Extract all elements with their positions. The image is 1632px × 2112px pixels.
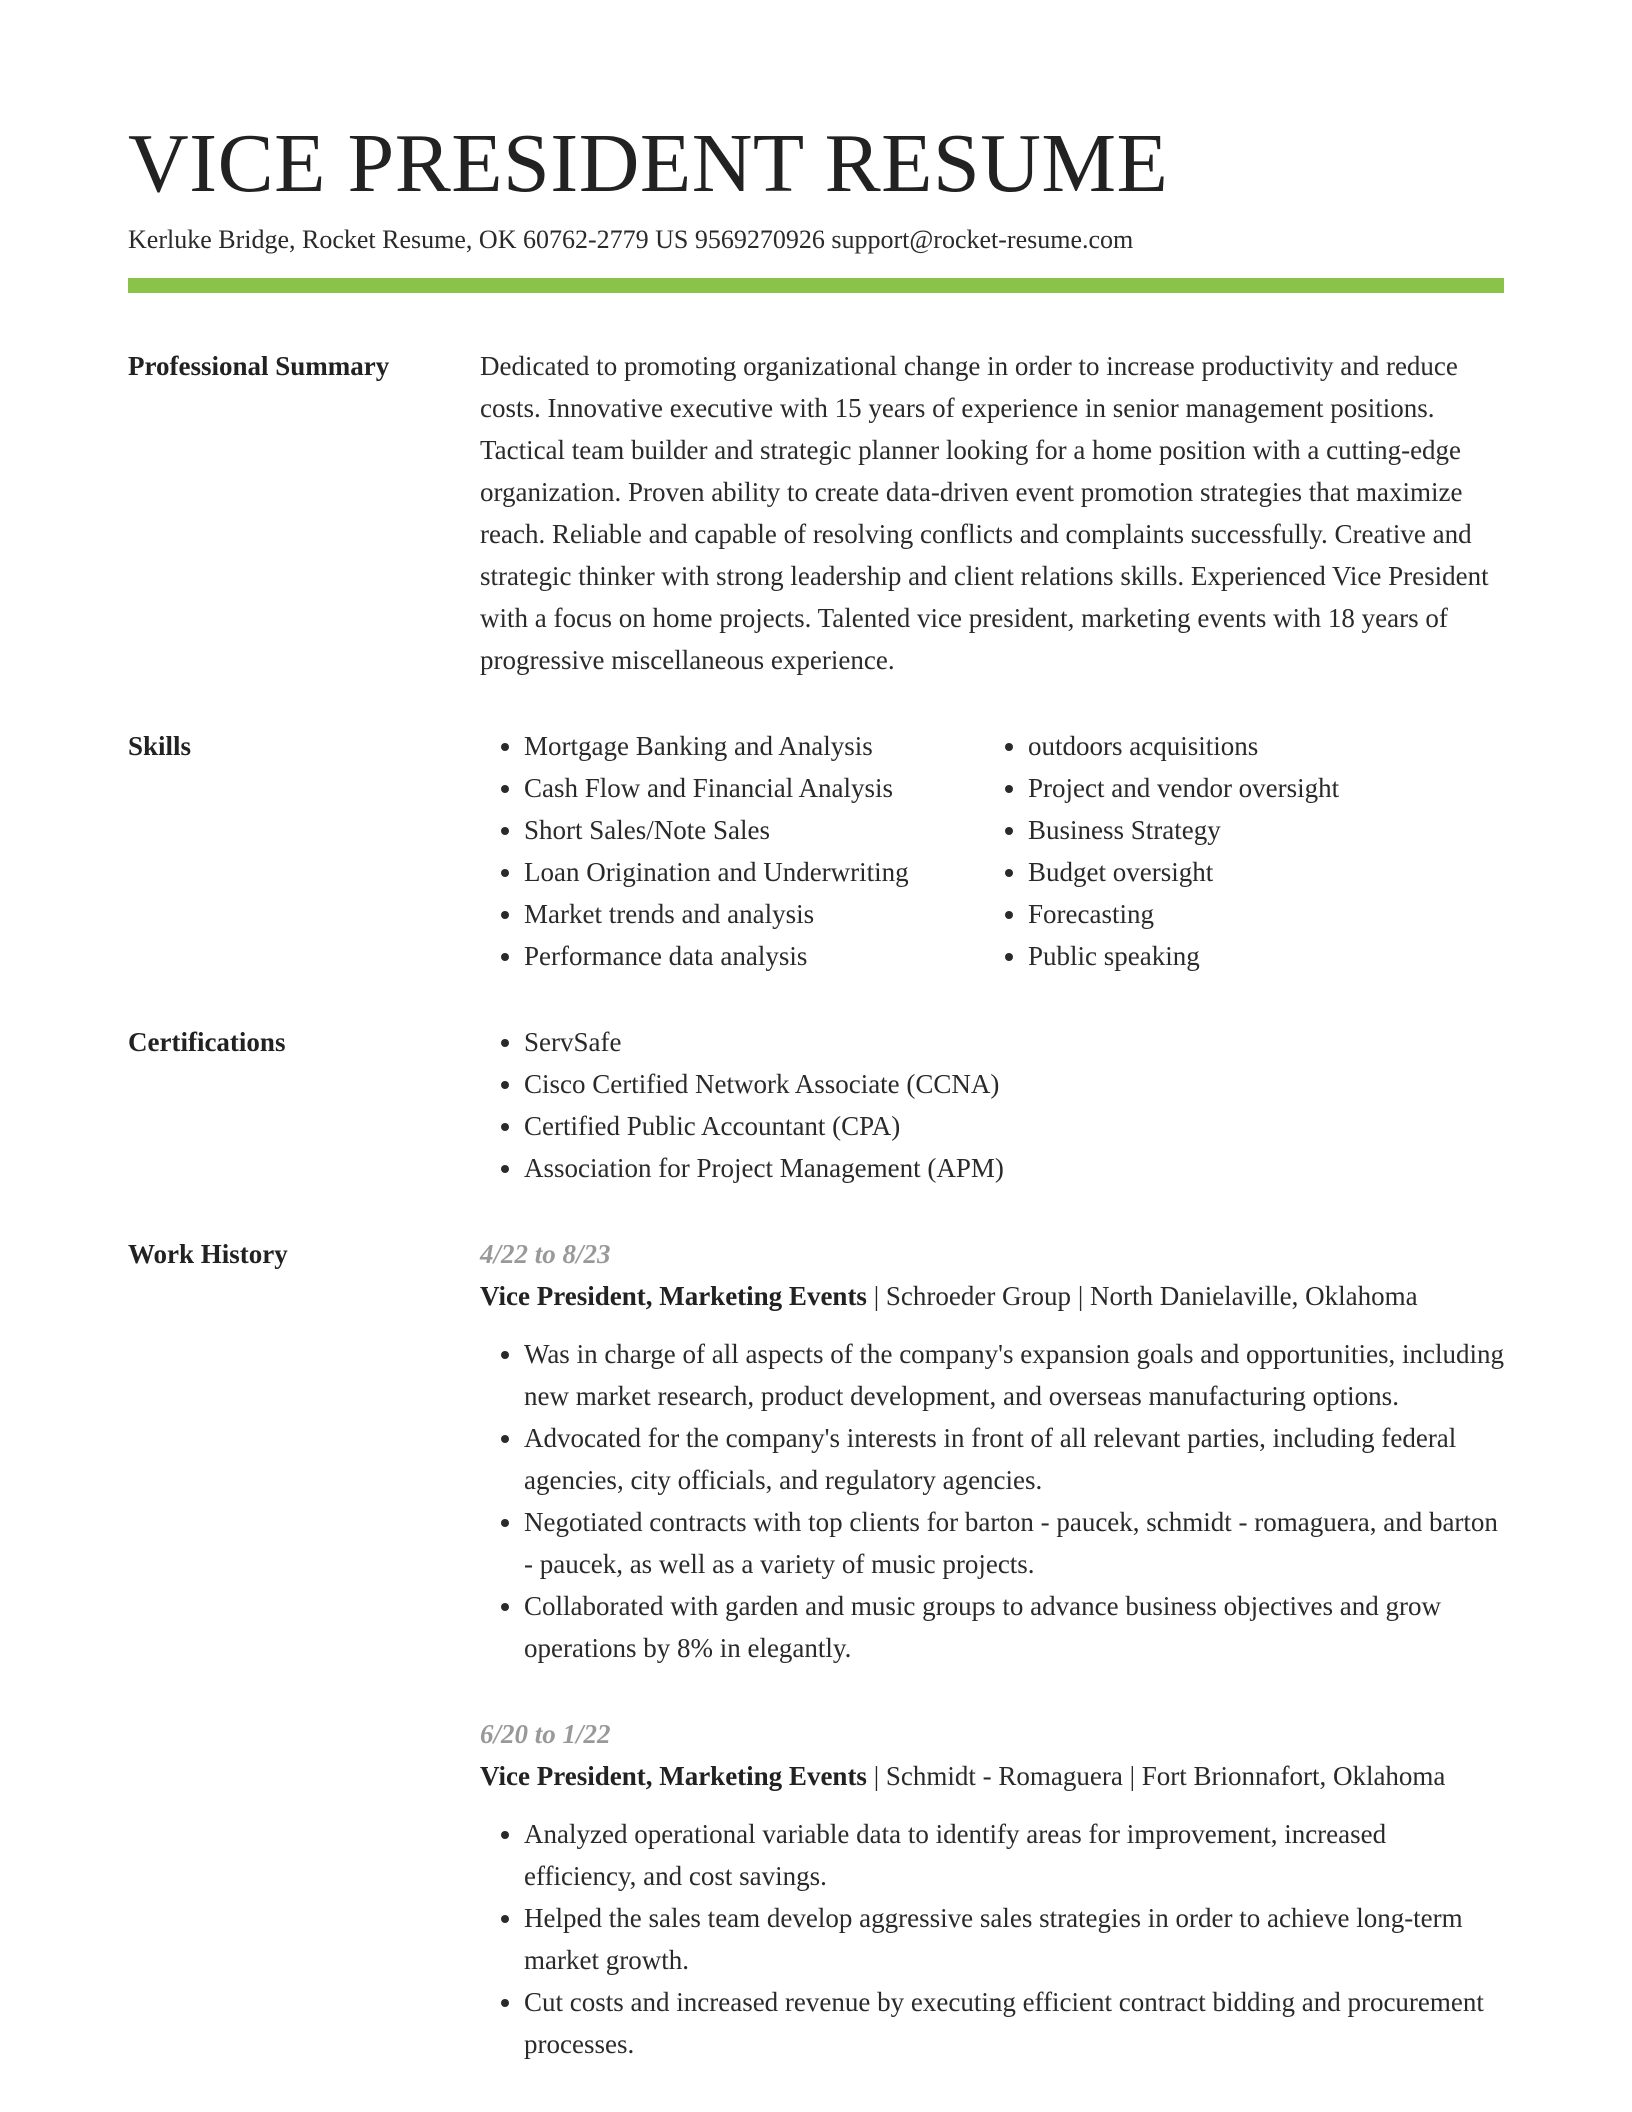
- accent-divider: [128, 278, 1504, 293]
- job-entry: [480, 1233, 1504, 1669]
- certification-item: • Certified Public Accountant (CPA): [524, 1105, 1504, 1147]
- job-dates: 4/22 to 8/23: [480, 1239, 611, 1270]
- skills-section: [128, 725, 1504, 977]
- job-location: North Danielaville, Oklahoma: [1089, 1281, 1418, 1312]
- skill-item: • Public speaking: [1028, 935, 1339, 977]
- skill-item: • Market trends and analysis: [524, 893, 984, 935]
- skill-item: • Project and vendor oversight: [1028, 767, 1339, 809]
- job-heading: [480, 1755, 1504, 1797]
- summary-heading: Professional Summary: [128, 351, 390, 382]
- skills-body: [480, 725, 1504, 977]
- contact-info: Kerluke Bridge, Rocket Resume, OK 60762-2779 US 9569270926 support@rocket-resume.com: [128, 225, 1134, 255]
- certification-item: • Cisco Certified Network Associate (CCNA): [524, 1063, 1504, 1105]
- skills-heading: Skills: [128, 731, 192, 762]
- job-bullet: • Was in charge of all aspects of the company's expansion goals and opportunities, including new market research, product development, and overseas manufacturing options.: [524, 1333, 1504, 1417]
- job-bullet: • Cut costs and increased revenue by executing efficient contract bidding and procurement processes.: [524, 1981, 1504, 2065]
- skill-item: • Performance data analysis: [524, 935, 984, 977]
- job-bullet: • Analyzed operational variable data to identify areas for improvement, increased efficiency, and cost savings.: [524, 1813, 1504, 1897]
- summary-text: Dedicated to promoting organizational change in order to increase productivity and reduce costs. Innovative executive with 15 years of experience in senior management positions. Tactical team builder and strategic planner looking for a home position with a cutting-edge organization. Proven ability to create data-driven event promotion strategies that maximize reach. Reliable and capable of resolving conflicts and complaints successfully. Creative and strategic thinker with strong leadership and client relations skills. Experienced Vice President with a focus on home projects. Talented vice president, marketing events with 18 years of progressive miscellaneous experience.: [480, 351, 1489, 676]
- job-company: Schmidt - Romaguera: [885, 1761, 1123, 1792]
- work-history-section: [128, 1233, 1504, 2109]
- separator: |: [1122, 1761, 1142, 1792]
- summary-body: [480, 345, 1504, 681]
- skill-item: • Business Strategy: [1028, 809, 1339, 851]
- skill-item: • Mortgage Banking and Analysis: [524, 725, 984, 767]
- certification-item: • Association for Project Management (APM): [524, 1147, 1504, 1189]
- resume-page: [128, 0, 1504, 2109]
- certifications-list: [480, 1021, 1504, 1189]
- job-dates: 6/20 to 1/22: [480, 1719, 611, 1750]
- job-title: Vice President, Marketing Events: [480, 1281, 867, 1312]
- job-company: Schroeder Group: [885, 1281, 1072, 1312]
- skill-item: • Short Sales/Note Sales: [524, 809, 984, 851]
- skill-item: • Loan Origination and Underwriting: [524, 851, 984, 893]
- skill-item: • outdoors acquisitions: [1028, 725, 1339, 767]
- job-location: Fort Brionnafort, Oklahoma: [1141, 1761, 1446, 1792]
- skill-item: • Cash Flow and Financial Analysis: [524, 767, 984, 809]
- job-title: Vice President, Marketing Events: [480, 1761, 867, 1792]
- skill-item: • Forecasting: [1028, 893, 1339, 935]
- certifications-heading: Certifications: [128, 1027, 286, 1058]
- job-bullets: [480, 1813, 1504, 2065]
- summary-section: [128, 345, 1504, 681]
- certifications-section: [128, 1021, 1504, 1189]
- skills-list-column-1: [480, 725, 984, 977]
- separator: |: [866, 1761, 886, 1792]
- certification-item: • ServSafe: [524, 1021, 1504, 1063]
- page-title: VICE PRESIDENT RESUME: [128, 117, 1169, 210]
- job-entry: [480, 1713, 1504, 2065]
- work-history-heading: Work History: [128, 1239, 288, 1270]
- job-bullet: • Advocated for the company's interests in front of all relevant parties, including federal agencies, city officials, and regulatory agencies.: [524, 1417, 1504, 1501]
- job-bullet: • Collaborated with garden and music groups to advance business objectives and grow operations by 8% in elegantly.: [524, 1585, 1504, 1669]
- job-bullet: • Helped the sales team develop aggressive sales strategies in order to achieve long-term market growth.: [524, 1897, 1504, 1981]
- certifications-body: [480, 1021, 1504, 1189]
- separator: |: [866, 1281, 886, 1312]
- job-heading: [480, 1275, 1504, 1317]
- skill-item: • Budget oversight: [1028, 851, 1339, 893]
- work-history-body: [480, 1233, 1504, 2109]
- job-bullet: • Negotiated contracts with top clients for barton - paucek, schmidt - romaguera, and barton - paucek, as well as a variety of music projects.: [524, 1501, 1504, 1585]
- skills-list-column-2: [984, 725, 1339, 977]
- job-bullets: [480, 1333, 1504, 1669]
- separator: |: [1071, 1281, 1090, 1312]
